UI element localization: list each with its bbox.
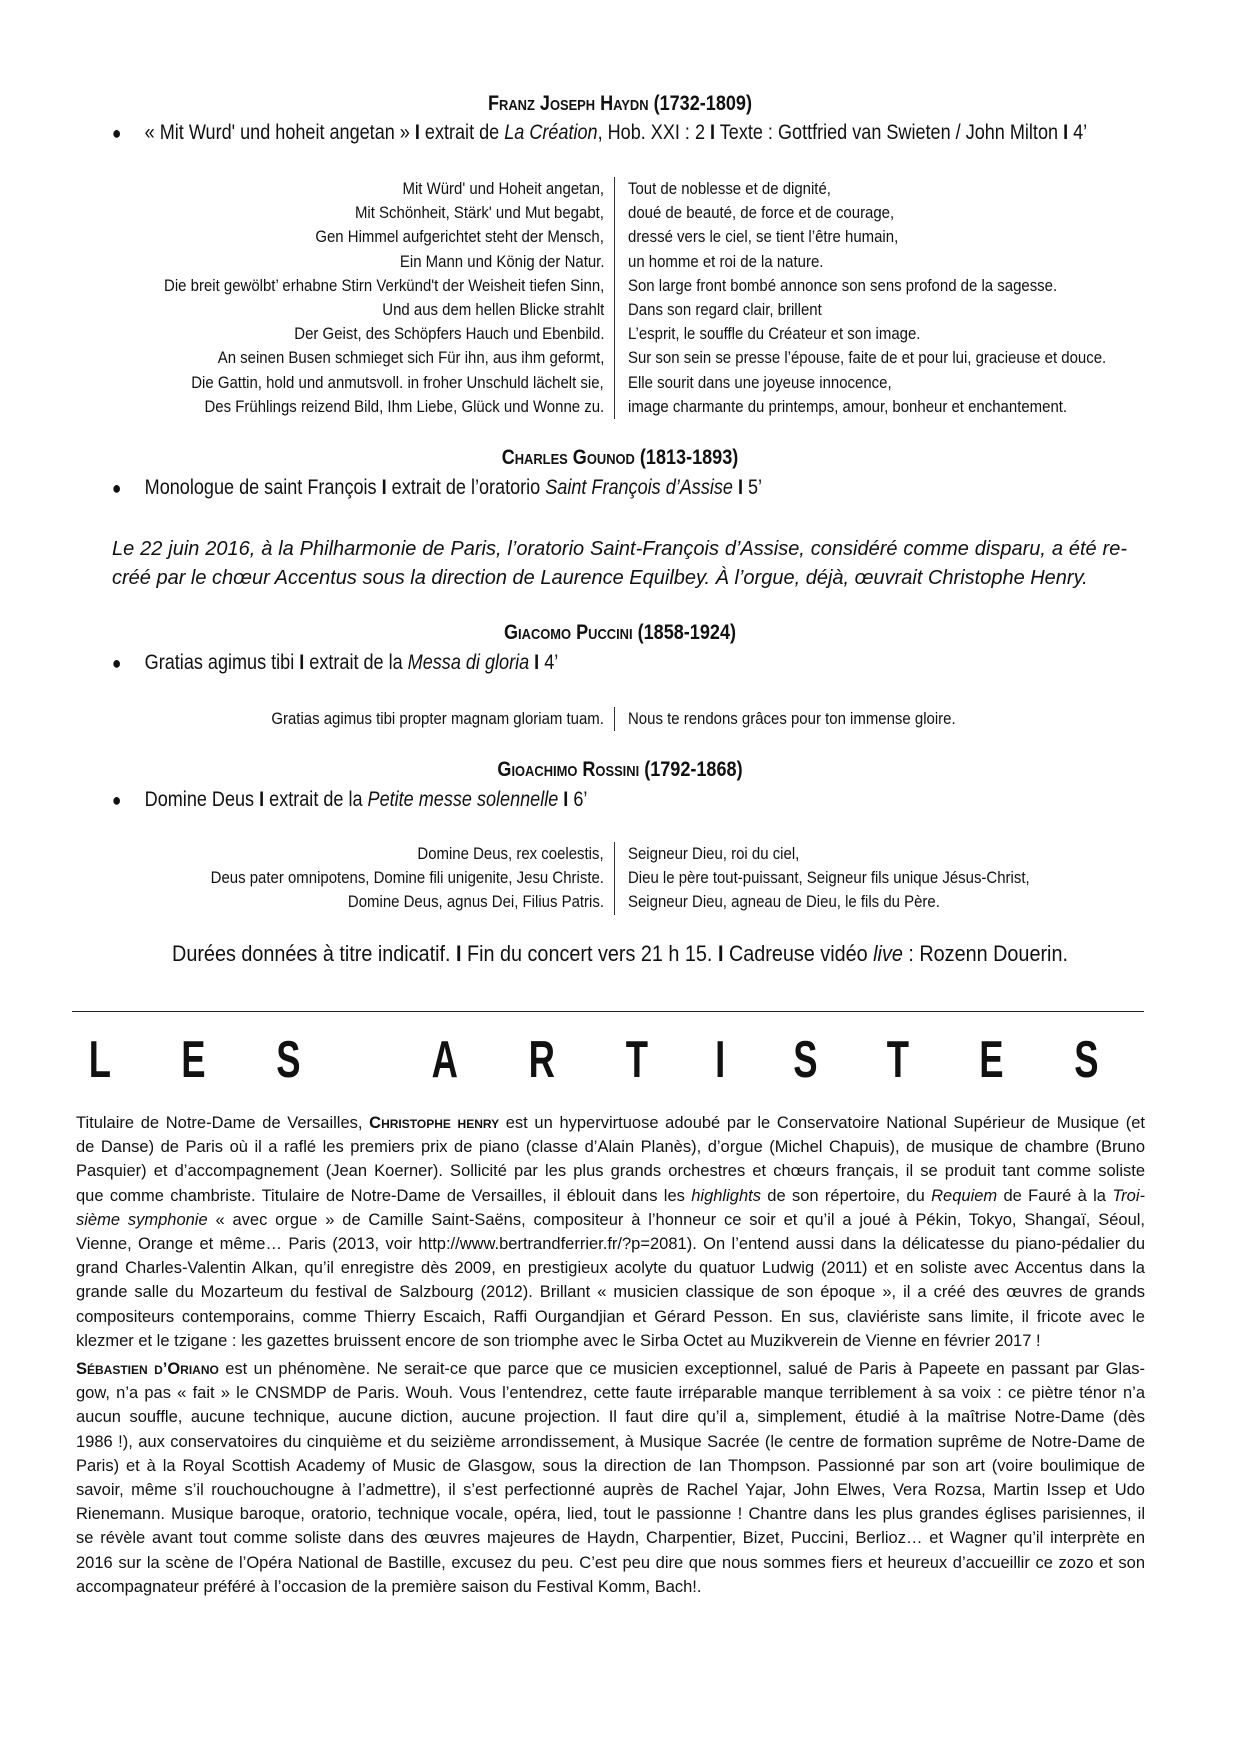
work-extract: extrait de la bbox=[304, 651, 408, 674]
work-opus: Messa di gloria bbox=[407, 651, 530, 674]
lyric-original: Ein Mann und König der Natur. bbox=[399, 251, 604, 271]
section-divider bbox=[72, 1011, 1144, 1012]
composer-name: Gioachimo Rossini bbox=[497, 758, 640, 781]
bio-line bbox=[76, 1111, 1145, 1135]
title-letter: A bbox=[431, 1031, 458, 1089]
title-letter: E bbox=[181, 1031, 206, 1089]
duration-text: Durées données à titre indicatif. bbox=[172, 941, 456, 966]
lyrics-divider bbox=[614, 842, 615, 915]
bio-text: que comme chambriste. Titulaire de Notre-Dame de Versailles, il éblouit dans les bbox=[76, 1186, 692, 1205]
bio-christophe-henry bbox=[76, 1111, 1145, 1353]
lyric-row bbox=[0, 201, 1240, 225]
lyric-row bbox=[0, 225, 1240, 249]
note-line: Le 22 juin 2016, à la Philharmonie de Paris, l’oratorio Saint-François d’Assise, considéré comme disparu, a été re- bbox=[112, 538, 1127, 560]
title-letter: S bbox=[1074, 1031, 1099, 1089]
bio-text: de son répertoire, du bbox=[760, 1186, 932, 1205]
lyric-row bbox=[0, 866, 1240, 890]
lyric-original: Die breit gewölbt’ erhabne Stirn Verkünd't der Weisheit tiefen Sinn, bbox=[163, 275, 604, 295]
composer-heading-gounod bbox=[87, 446, 1153, 470]
bio-text: savoir, même s’il rouchouchougne à l’admettre), il s’est perfectionné auprès de Rachel Yajar, John Elwes, Vera Rozsa, Martin Issep et Udo bbox=[76, 1481, 1145, 1500]
bio-text: de Fauré à la bbox=[997, 1186, 1113, 1205]
bullet-icon: ● bbox=[112, 123, 122, 143]
lyric-translation: un homme et roi de la nature. bbox=[628, 251, 824, 271]
bio-text: de Danse) de Paris où il a raflé les premiers prix de piano (classe d’Alain Planès), d’orgue (Michel Chapuis), de musique de chambre (Bruno bbox=[76, 1138, 1145, 1157]
lyric-translation: Seigneur Dieu, roi du ciel, bbox=[628, 844, 800, 863]
lyric-original: Gen Himmel aufgerichtet steht der Mensch, bbox=[315, 227, 604, 247]
lyric-row bbox=[0, 371, 1240, 395]
bio-text: Titulaire de Notre-Dame de Versailles, bbox=[76, 1114, 370, 1132]
work-extract: extrait de bbox=[419, 121, 505, 144]
bio-text: Pasquier) et d’accompagnement (Jean Koerner). Sollicité par les plus grands orchestres et chœurs français, il se produit tant comme soliste bbox=[76, 1162, 1145, 1181]
bio-italic: highlights bbox=[691, 1186, 761, 1205]
bio-line bbox=[76, 1232, 1145, 1256]
lyrics-haydn bbox=[0, 177, 1240, 419]
lyric-translation: Sur son sein se presse l’épouse, faite de et pour lui, gracieuse et douce. bbox=[628, 348, 1107, 368]
bullet-icon: ● bbox=[112, 653, 122, 673]
live-text: live bbox=[873, 941, 903, 966]
bio-italic: Requiem bbox=[931, 1186, 998, 1205]
composer-dates: (1732-1809) bbox=[653, 92, 752, 115]
composer-heading-haydn bbox=[87, 92, 1153, 116]
bio-line bbox=[76, 1502, 1145, 1526]
lyric-translation: Dieu le père tout-puissant, Seigneur fils unique Jésus-Christ, bbox=[628, 868, 1030, 888]
lyric-row bbox=[0, 707, 1240, 731]
bio-text: compositeurs contemporains, comme Thierry Escaich, Raffi Ourgandjian et Gérard Pesson. En sus, claviériste sans limite, il fricote avec le bbox=[76, 1307, 1145, 1326]
composer-dates: (1858-1924) bbox=[637, 621, 737, 644]
bio-text: 2016 sur la scène de l’Opéra National de Bastille, excusez du peu. C’est peu dire que nous sommes fiers et heureux d’accueillir ce zozo et son bbox=[76, 1553, 1145, 1572]
work-opus: Saint François d’Assise bbox=[545, 476, 733, 499]
title-letter: S bbox=[275, 1031, 301, 1089]
lyric-row bbox=[0, 177, 1240, 201]
work-line-puccini bbox=[112, 651, 558, 675]
separator: I bbox=[299, 651, 305, 674]
title-letter: T bbox=[887, 1031, 910, 1089]
lyric-original: Deus pater omnipotens, Domine fili unigenite, Jesu Christe. bbox=[210, 868, 604, 888]
separator: I bbox=[717, 941, 724, 966]
bio-line bbox=[76, 1280, 1145, 1304]
artist-name: Sébastien d’Oriano bbox=[76, 1360, 219, 1378]
lyrics-rossini bbox=[0, 842, 1240, 915]
bio-line bbox=[76, 1454, 1145, 1478]
lyric-row bbox=[0, 346, 1240, 370]
bio-line bbox=[76, 1551, 1145, 1575]
artists-heading bbox=[84, 1030, 1104, 1090]
composer-heading-rossini bbox=[87, 758, 1153, 782]
composer-dates: (1792-1868) bbox=[644, 758, 743, 781]
work-text-credit: Texte : Gottfried van Swieten / John Milton bbox=[715, 121, 1064, 144]
end-time-text: Fin du concert vers 21 h 15. bbox=[461, 941, 718, 966]
video-credit-name: : Rozenn Douerin. bbox=[902, 941, 1068, 966]
separator: I bbox=[381, 476, 387, 499]
bio-line bbox=[76, 1526, 1145, 1550]
composer-name: Franz Joseph Haydn bbox=[488, 92, 649, 115]
work-title: Monologue de saint François bbox=[144, 476, 382, 499]
bio-line bbox=[76, 1575, 1145, 1599]
bio-text: « avec orgue » de Camille Saint-Saëns, compositeur à l’honneur ce soir et qu’il a joué à Pékin, Tokyo, Shangaï, Séoul, bbox=[207, 1210, 1145, 1229]
bio-text: grand Charles-Valentin Alkan, qu’il enregistre dès 2009, en prestigieux acolyte du quatuor Ludwig (2011) et en soliste avec Accentus dans la bbox=[76, 1259, 1145, 1278]
lyric-original: Mit Schönheit, Stärk' und Mut begabt, bbox=[354, 203, 604, 223]
bio-line bbox=[76, 1430, 1145, 1454]
lyric-original: Domine Deus, agnus Dei, Filius Patris. bbox=[347, 892, 604, 912]
lyric-translation: dressé vers le ciel, se tient l’être humain, bbox=[628, 227, 899, 247]
artist-name: Christophe henry bbox=[369, 1114, 500, 1132]
note-line: créé par le chœur Accentus sous la direction de Laurence Equilbey. À l’orgue, déjà, œuvrait Christophe Henry. bbox=[112, 567, 1088, 589]
bio-line bbox=[76, 1208, 1145, 1232]
work-catalog: , Hob. XXI : 2 bbox=[597, 121, 711, 144]
lyrics-divider bbox=[614, 707, 615, 731]
bio-text: est un hypervirtuose adoubé par le Conservatoire National Supérieur de Musique (et bbox=[499, 1114, 1145, 1132]
bio-line bbox=[76, 1405, 1145, 1429]
bio-text: Paris) et à la Royal Scottish Academy of Music de Glasgow, sous la direction de Ian Thompson. Passionné par son art (voire boulimique de bbox=[76, 1456, 1145, 1475]
title-letter: I bbox=[715, 1031, 726, 1089]
bio-text: aucun souffle, aucune technique, aucune diction, aucune projection. Il faut dire qu’il a, simplement, étudié à la maîtrise Notre-Dame (dès bbox=[76, 1408, 1145, 1427]
lyric-row bbox=[0, 842, 1240, 866]
separator: I bbox=[558, 788, 569, 811]
bio-line bbox=[76, 1184, 1145, 1208]
work-extract: extrait de la bbox=[264, 788, 368, 811]
work-title: « Mit Wurd' und hoheit angetan » bbox=[144, 121, 410, 144]
separator: I bbox=[529, 651, 540, 674]
work-opus: Petite messe solennelle bbox=[367, 788, 559, 811]
bio-line bbox=[76, 1329, 1145, 1353]
bio-italic: sième symphonie bbox=[76, 1210, 208, 1229]
lyric-translation: L’esprit, le souffle du Créateur et son image. bbox=[628, 324, 921, 344]
separator: I bbox=[414, 121, 420, 144]
lyric-original: Des Frühlings reizend Bild, Ihm Liebe, Glück und Wonne zu. bbox=[204, 396, 604, 416]
bio-text: est un phénomène. Ne serait-ce que parce que ce musicien exceptionnel, salué de Paris à Papeete en passant par Glas- bbox=[218, 1360, 1145, 1378]
work-opus: La Création bbox=[504, 121, 598, 144]
composer-name: Charles Gounod bbox=[501, 446, 635, 469]
lyric-translation: Son large front bombé annonce son sens profond de la sagesse. bbox=[628, 275, 1058, 295]
title-letter: T bbox=[625, 1031, 649, 1089]
lyric-translation: Tout de noblesse et de dignité, bbox=[628, 179, 831, 198]
bio-text: accompagnateur préféré à l’occasion de la première saison du Festival Komm, Bach!. bbox=[76, 1577, 702, 1596]
separator: I bbox=[1063, 121, 1069, 144]
lyric-original: Domine Deus, rex coelestis, bbox=[417, 844, 604, 863]
gounod-note bbox=[112, 535, 1127, 593]
bio-line bbox=[76, 1305, 1145, 1329]
bio-line bbox=[76, 1357, 1145, 1381]
bio-line bbox=[76, 1135, 1145, 1159]
bio-text: grande salle du Mozarteum du festival de Salzbourg (2012). Brillant « musicien classique de son époque », il a créé des œuvres de grands bbox=[76, 1283, 1145, 1302]
separator: I bbox=[259, 788, 265, 811]
title-letter: R bbox=[529, 1031, 556, 1089]
lyrics-puccini bbox=[0, 707, 1240, 731]
title-letter: S bbox=[792, 1031, 818, 1089]
lyric-original: Die Gattin, hold und anmutsvoll. in froher Unschuld lächelt sie, bbox=[191, 372, 604, 392]
lyric-original: Mit Würd' und Hoheit angetan, bbox=[402, 179, 604, 198]
lyric-original: Der Geist, des Schöpfers Hauch und Ebenbild. bbox=[293, 324, 604, 344]
work-title: Domine Deus bbox=[144, 788, 260, 811]
bio-text: 1986 !), aux conservatoires du cinquième et du seizième arrondissement, à Musique Sacrée (le centre de formation suprême de Notre-Dame de bbox=[76, 1432, 1145, 1451]
work-line-haydn bbox=[112, 121, 1087, 145]
lyric-row bbox=[0, 395, 1240, 419]
lyric-original: Und aus dem hellen Blicke strahlt bbox=[381, 299, 604, 319]
video-credit-text: Cadreuse vidéo bbox=[723, 941, 874, 966]
separator: I bbox=[455, 941, 462, 966]
lyrics-divider bbox=[614, 177, 615, 419]
composer-name: Giacomo Puccini bbox=[503, 621, 633, 644]
lyric-original: An seinen Busen schmieget sich Für ihn, aus ihm geformt, bbox=[217, 348, 604, 368]
separator: I bbox=[732, 476, 743, 499]
work-extract: extrait de l’oratorio bbox=[386, 476, 546, 499]
work-duration: 4’ bbox=[539, 651, 559, 674]
title-letter: L bbox=[88, 1031, 112, 1089]
lyric-original: Gratias agimus tibi propter magnam gloriam tuam. bbox=[271, 709, 604, 728]
work-duration: 6’ bbox=[568, 788, 588, 811]
bio-text: Vienne, Orange et même… Paris (2013, voir http://www.bertrandferrier.fr/?p=2081). On l’entend aussi dans la délicatesse du piano-pédalier du bbox=[76, 1235, 1145, 1254]
duration-note bbox=[62, 941, 1178, 967]
lyric-row bbox=[0, 890, 1240, 914]
bio-sebastien-doriano bbox=[76, 1357, 1145, 1599]
bio-text: Rienemann. Musique baroque, oratorio, technique vocale, opéra, lied, tout le passionne ! Chantre dans les plus grandes églises parisiennes, il bbox=[76, 1505, 1145, 1524]
work-line-rossini bbox=[112, 788, 587, 812]
bio-text: klezmer et le tzigane : les gazettes bruissent encore de son triomphe avec le Sirba Octet au Muzikverein de Vienne en février 2017 ! bbox=[76, 1331, 1041, 1350]
lyric-translation: Elle sourit dans une joyeuse innocence, bbox=[628, 372, 892, 392]
lyric-row bbox=[0, 298, 1240, 322]
bio-line bbox=[76, 1159, 1145, 1183]
work-duration: 5’ bbox=[742, 476, 763, 499]
separator: I bbox=[710, 121, 716, 144]
bullet-icon: ● bbox=[112, 790, 122, 810]
bio-line bbox=[76, 1478, 1145, 1502]
lyric-translation: image charmante du printemps, amour, bonheur et enchantement. bbox=[628, 396, 1068, 416]
bio-text: se révèle avant tout comme soliste dans des œuvres majeures de Haydn, Charpentier, Bizet, Puccini, Berlioz… et Wagner qu’il interprète en bbox=[76, 1529, 1145, 1548]
composer-dates: (1813-1893) bbox=[639, 446, 739, 469]
lyric-translation: Dans son regard clair, brillent bbox=[628, 299, 822, 319]
lyric-row bbox=[0, 250, 1240, 274]
composer-heading-puccini bbox=[87, 621, 1153, 645]
work-title: Gratias agimus tibi bbox=[144, 651, 300, 674]
lyric-row bbox=[0, 274, 1240, 298]
work-duration: 4’ bbox=[1068, 121, 1088, 144]
bio-line bbox=[76, 1381, 1145, 1405]
work-line-gounod bbox=[112, 476, 762, 500]
title-letter: E bbox=[979, 1031, 1004, 1089]
lyric-translation: Seigneur Dieu, agneau de Dieu, le fils du Père. bbox=[628, 892, 940, 912]
bullet-icon: ● bbox=[112, 478, 122, 498]
lyric-row bbox=[0, 322, 1240, 346]
lyric-translation: doué de beauté, de force et de courage, bbox=[628, 203, 895, 223]
bio-italic: Troi- bbox=[1112, 1186, 1145, 1205]
lyric-translation: Nous te rendons grâces pour ton immense gloire. bbox=[628, 709, 956, 728]
bio-text: gow, n’a pas « fait » le CNSMDP de Paris. Wouh. Vous l’entendrez, cette faute irréparable manque terriblement à sa voix : ce piètre ténor n’a bbox=[76, 1384, 1145, 1403]
bio-line bbox=[76, 1256, 1145, 1280]
